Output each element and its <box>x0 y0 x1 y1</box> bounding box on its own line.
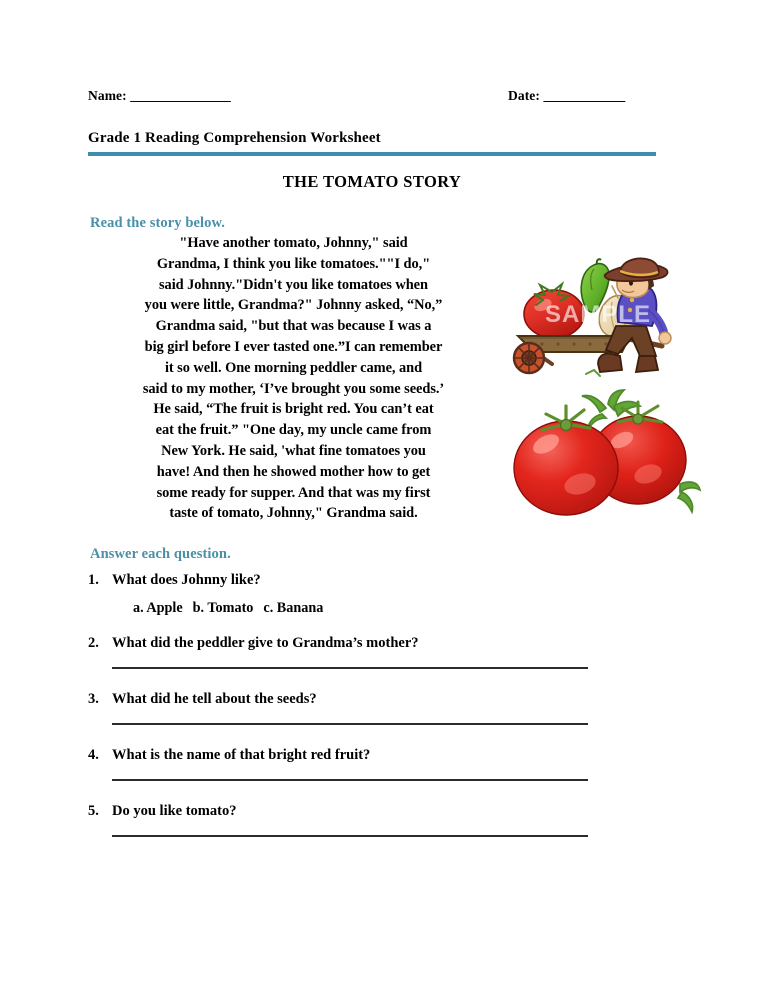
question-row <box>88 745 598 765</box>
question-row <box>88 570 598 590</box>
question-spacer <box>88 725 598 745</box>
date-field <box>508 88 625 104</box>
question-text: What does Johnny like? <box>112 572 261 588</box>
question-row <box>88 801 598 821</box>
name-field <box>88 88 230 104</box>
story-line: you were little, Grandma?" Johnny asked, “No,” <box>144 297 443 314</box>
question-item <box>88 570 598 633</box>
story-line: it so well. One morning peddler came, and <box>164 359 423 376</box>
question-item <box>88 689 598 745</box>
story-line: big girl before I ever tasted one.”I can remember <box>144 338 443 355</box>
title-divider-rule <box>88 152 656 156</box>
question-row <box>88 633 598 653</box>
read-story-heading: Read the story below. <box>90 215 226 231</box>
question-spacer <box>88 837 598 857</box>
story-line: Grandma, I think you like tomatoes.""I do," <box>156 255 431 272</box>
story-line: "Have another tomato, Johnny," said <box>179 235 408 251</box>
question-number: 2. <box>88 635 99 651</box>
question-item <box>88 633 598 689</box>
question-spacer <box>88 781 598 801</box>
choice-option[interactable]: c. Banana <box>263 600 324 616</box>
wheelbarrow-wheel <box>514 343 544 373</box>
story-line: New York. He said, 'what fine tomatoes you <box>161 442 426 459</box>
choice-option[interactable]: b. Tomato <box>192 600 254 616</box>
date-blank-line[interactable]: _____________ <box>543 88 625 103</box>
story-line: have! And then he showed mother how to get <box>156 463 431 480</box>
story-line: taste of tomato, Johnny," Grandma said. <box>169 505 418 522</box>
name-blank-line[interactable]: ________________ <box>130 88 231 103</box>
question-number: 5. <box>88 803 99 819</box>
student-meta-row <box>88 88 660 110</box>
question-item <box>88 745 598 801</box>
question-choices <box>133 600 598 617</box>
date-label: Date: <box>508 88 540 103</box>
story-line: some ready for supper. And that was my first <box>156 484 431 501</box>
story-body <box>86 233 501 524</box>
name-label: Name: <box>88 88 127 103</box>
question-spacer <box>88 617 598 633</box>
two-tomatoes-illustration <box>498 388 702 520</box>
story-line: He said, “The fruit is bright red. You can’t eat <box>153 401 434 418</box>
story-line: Grandma said, "but that was because I was a <box>155 318 432 335</box>
question-item <box>88 801 598 857</box>
question-text: What did the peddler give to Grandma’s mother? <box>112 635 419 651</box>
story-line: said Johnny."Didn't you like tomatoes when <box>159 276 428 293</box>
question-row <box>88 689 598 709</box>
question-text: What is the name of that bright red fruit? <box>112 747 371 763</box>
question-spacer <box>88 669 598 689</box>
question-number: 4. <box>88 747 99 763</box>
questions-list <box>88 570 598 857</box>
parsley-leaf-right <box>678 482 700 512</box>
question-number: 1. <box>88 572 99 588</box>
choice-option[interactable]: a. Apple <box>133 600 183 616</box>
story-title: THE TOMATO STORY <box>282 172 462 191</box>
story-line: eat the fruit.” "One day, my uncle came from <box>155 422 432 439</box>
tomato-front <box>514 406 618 515</box>
question-text: What did he tell about the seeds? <box>112 691 317 707</box>
question-number: 3. <box>88 691 99 707</box>
story-line: said to my mother, ‘I’ve brought you some seeds.’ <box>142 380 445 397</box>
answer-questions-heading: Answer each question. <box>90 546 231 562</box>
sample-watermark: SAMPLE <box>544 301 652 328</box>
question-text: Do you like tomato? <box>112 803 237 819</box>
worksheet-title: Grade 1 Reading Comprehension Worksheet <box>88 130 381 146</box>
farmer-wheelbarrow-illustration <box>512 252 684 380</box>
